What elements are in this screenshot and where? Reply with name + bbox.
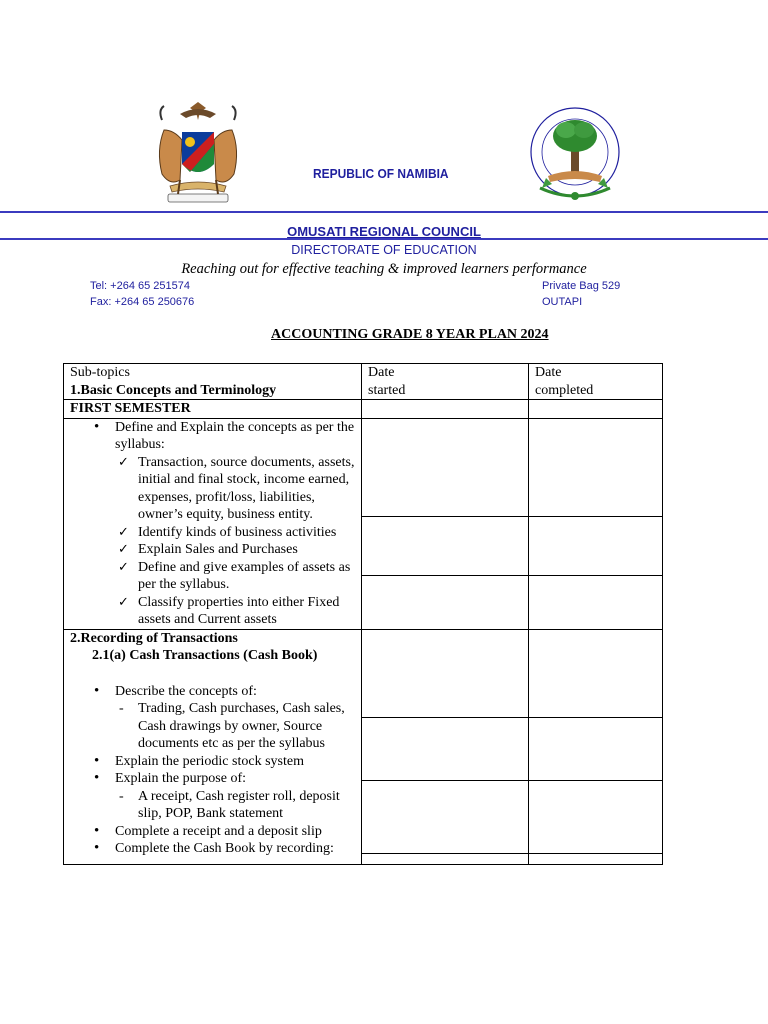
date-cell	[362, 717, 529, 780]
date-cell	[362, 853, 529, 864]
date-cell	[529, 516, 663, 575]
coat-of-arms-icon	[150, 100, 246, 208]
list-item: • Explain the periodic stock system	[70, 753, 355, 771]
list-item: • Describe the concepts of:	[70, 683, 355, 701]
list-item: • Complete a receipt and a deposit slip	[70, 823, 355, 841]
section-1-content	[64, 418, 362, 629]
year-plan-table	[63, 363, 663, 865]
date-cell	[529, 400, 663, 419]
fax-number: Fax: +264 65 250676	[90, 296, 195, 308]
document-title: ACCOUNTING GRADE 8 YEAR PLAN 2024	[271, 327, 549, 342]
list-item: • Complete the Cash Book by recording:	[70, 840, 355, 858]
table-row	[64, 400, 663, 419]
list-item: ✓ Transaction, source documents, assets, initial and final stock, income earned, expenses, profit/loss, liabilities, owner’s equity, business entity.	[70, 454, 355, 524]
date-cell	[362, 418, 529, 516]
date-cell	[362, 575, 529, 629]
republic-title: REPUBLIC OF NAMIBIA	[313, 166, 449, 181]
date-cell	[362, 780, 529, 853]
council-name: OMUSATI REGIONAL COUNCIL	[287, 224, 481, 239]
list-item: ✓ Define and give examples of assets as per the syllabus.	[70, 559, 355, 594]
tel-number: Tel: +264 65 251574	[90, 280, 191, 292]
list-item: • Explain the purpose of:	[70, 770, 355, 788]
address-line-1: Private Bag 529	[542, 280, 621, 292]
date-cell	[529, 780, 663, 853]
date-started-header: Date started	[362, 364, 529, 400]
date-cell	[529, 629, 663, 717]
section-2-content: 2.Recording of Transactions 2.1(a) Cash Transactions (Cash Book) • Describe the concepts of: - Trading, Cash purchases, Cash sales, Cash drawings by owner, Source documents etc as per the syllabus • Explain the periodic stock system • Explain the purpose of: - A receipt, Cash register roll, deposit slip, POP, Bank statement • Complete a receipt and a deposit slip • Complete the Cash Book by recording:	[64, 629, 362, 864]
table-row	[64, 629, 663, 717]
semester-label: FIRST SEMESTER	[64, 400, 362, 419]
date-cell	[362, 400, 529, 419]
list-item: • Define and Explain the concepts as per the syllabus:	[70, 419, 355, 454]
directorate-name: DIRECTORATE OF EDUCATION	[291, 243, 477, 257]
address-line-2: OUTAPI	[542, 296, 583, 308]
table-row	[64, 418, 663, 516]
list-item: ✓ Identify kinds of business activities	[70, 524, 355, 542]
date-completed-header: Date completed	[529, 364, 663, 400]
council-logo-icon	[520, 96, 630, 206]
date-cell	[529, 717, 663, 780]
date-cell	[529, 853, 663, 864]
header-rule-top	[0, 211, 768, 213]
motto: Reaching out for effective teaching & improved learners performance	[181, 261, 587, 277]
list-item: - A receipt, Cash register roll, deposit slip, POP, Bank statement	[70, 788, 355, 823]
date-cell	[362, 629, 529, 717]
date-cell	[529, 418, 663, 516]
subtopics-header: Sub-topics 1.Basic Concepts and Terminology	[64, 364, 362, 400]
date-cell	[362, 516, 529, 575]
list-item: ✓ Explain Sales and Purchases	[70, 541, 355, 559]
list-item: ✓ Classify properties into either Fixed assets and Current assets	[70, 594, 355, 629]
list-item: - Trading, Cash purchases, Cash sales, Cash drawings by owner, Source documents etc as per the syllabus	[70, 700, 355, 753]
date-cell	[529, 575, 663, 629]
table-header-row	[64, 364, 663, 400]
